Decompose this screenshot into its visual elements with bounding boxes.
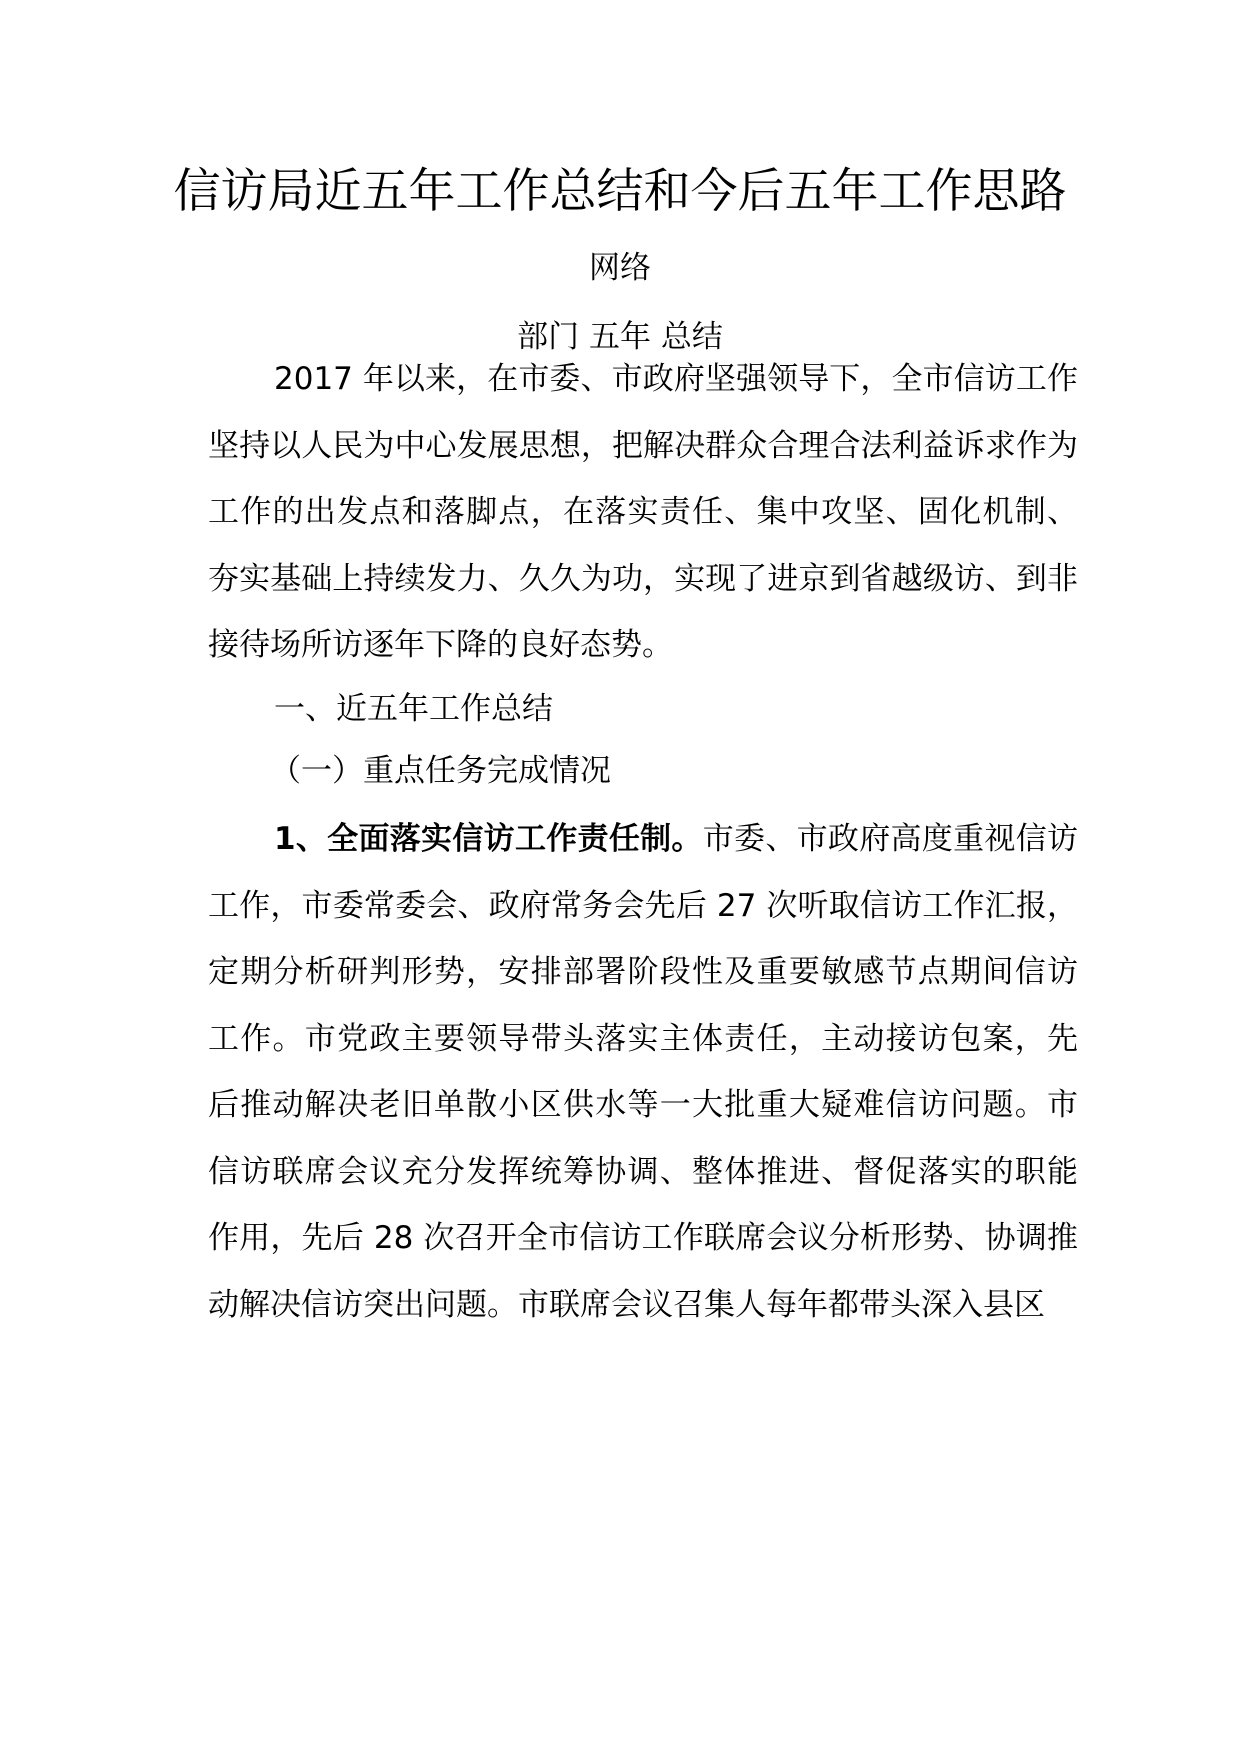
item-1-lead: 1、全面落实信访工作责任制。	[274, 821, 703, 857]
item-1-paragraph	[208, 806, 1078, 1338]
document-tags: 部门 五年 总结	[517, 319, 723, 355]
item-1-text: 市委、市政府高度重视信访工作，市委常委会、政府常务会先后 27 次听取信访工作汇报， 定期分析研判形势，安排部署阶段性及重要敏感节点期间信访 工作。市党政主要领导带头落实主体责任，主动接访包案，先 后推动解决老旧单散小区供水等一大批重大疑难信访问题。市 信访联席会议充分发挥统筹协调、整体推进、督促落实的职能 作用，先后 28 次召开全市信访工作联席会议分析形势、协调推动解决信访突出问题。市联席会议召集人每年都带头深入县区	[208, 821, 1078, 1323]
document-title: 信访局近五年工作总结和今后五年工作思路	[173, 164, 1067, 219]
intro-paragraph: 2017 年以来，在市委、市政府坚强领导下，全市信访工作坚持以人民为中心发展思想，把解决群众合理合法利益诉求作为工作的出发点和落脚点，在落实责任、集中攻坚、固化机制、 夯实基础上持续发力、久久为功，实现了进京到省越级访、到非 接待场所访逐年下降的良好态势。	[208, 361, 1078, 663]
document-source: 网络	[589, 250, 651, 286]
section-heading: 一、近五年工作总结	[274, 691, 553, 727]
subsection-heading: （一）重点任务完成情况	[270, 753, 611, 789]
